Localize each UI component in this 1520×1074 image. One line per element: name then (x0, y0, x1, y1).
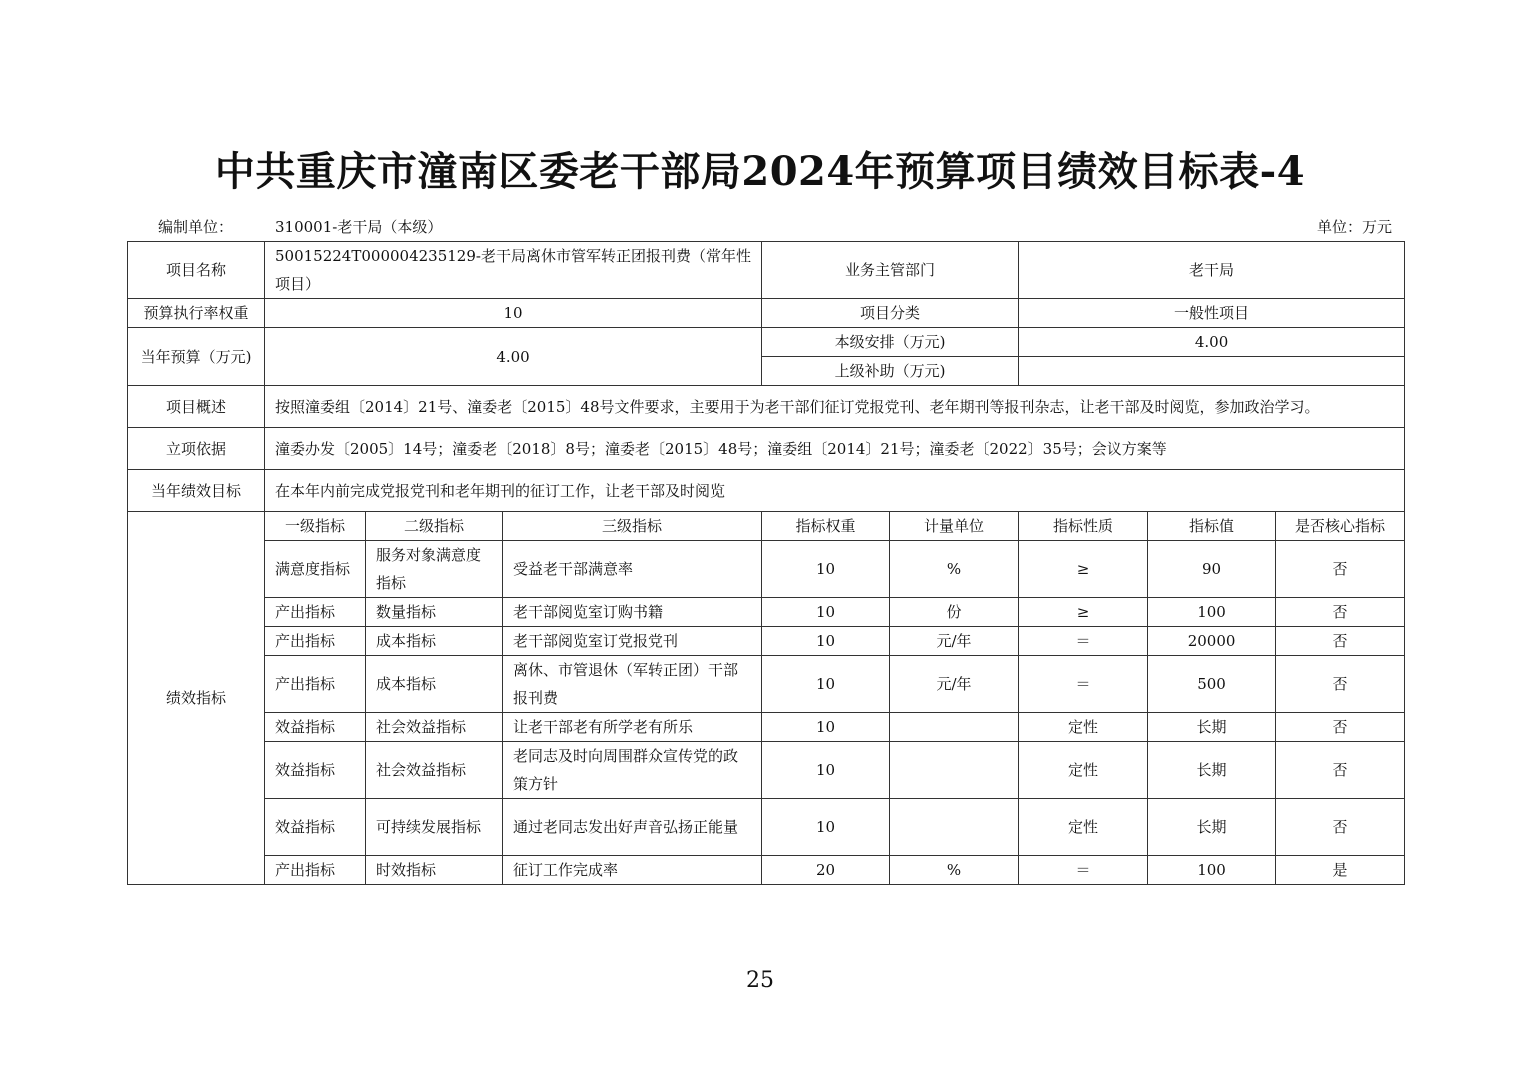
row-budget (128, 328, 1405, 357)
header-cell: 是否核心指标 (1276, 512, 1405, 541)
table-row (128, 598, 1405, 627)
core-cell: 否 (1276, 541, 1405, 598)
project-name-label: 项目名称 (128, 242, 265, 299)
weight-cell: 10 (762, 598, 890, 627)
level3-cell: 受益老干部满意率 (503, 541, 762, 598)
nature-cell: ＝ (1019, 656, 1148, 713)
core-cell: 否 (1276, 742, 1405, 799)
unit-cell (890, 713, 1019, 742)
unit-cell: % (890, 856, 1019, 885)
level1-cell: 效益指标 (265, 713, 366, 742)
core-cell: 否 (1276, 627, 1405, 656)
row-project-name (128, 242, 1405, 299)
nature-cell: ≥ (1019, 598, 1148, 627)
goal-value: 在本年内前完成党报党刊和老年期刊的征订工作，让老干部及时阅览 (265, 470, 1405, 512)
budget-value: 4.00 (265, 328, 762, 386)
weight-cell: 10 (762, 799, 890, 856)
level1-cell: 效益指标 (265, 799, 366, 856)
header-cell: 一级指标 (265, 512, 366, 541)
header-cell: 二级指标 (366, 512, 503, 541)
page-title: 中共重庆市潼南区委老干部局2024年预算项目绩效目标表-4 (214, 148, 1306, 195)
goal-label: 当年绩效目标 (128, 470, 265, 512)
currency-label: 单位：万元 (1316, 218, 1392, 236)
weight-label: 预算执行率权重 (128, 299, 265, 328)
project-name-value: 50015224T000004235129-老干局离休市管军转正团报刊费（常年性项目） (265, 242, 762, 299)
level3-cell: 征订工作完成率 (503, 856, 762, 885)
table-row (128, 541, 1405, 598)
core-cell: 否 (1276, 656, 1405, 713)
table-row (128, 799, 1405, 856)
level2-cell: 数量指标 (366, 598, 503, 627)
core-cell: 否 (1276, 598, 1405, 627)
value-cell: 长期 (1148, 799, 1276, 856)
upper-label: 上级补助（万元) (762, 357, 1019, 386)
dept-value: 老干局 (1019, 242, 1405, 299)
overview-value: 按照潼委组〔2014〕21号、潼委老〔2015〕48号文件要求，主要用于为老干部们征订党报党刊、老年期刊等报刊杂志，让老干部及时阅览，参加政治学习。 (265, 386, 1405, 428)
page-number: 25 (746, 968, 774, 993)
value-cell: 100 (1148, 598, 1276, 627)
level3-cell: 通过老同志发出好声音弘扬正能量 (503, 799, 762, 856)
level1-cell: 产出指标 (265, 656, 366, 713)
unit-cell: 元/年 (890, 656, 1019, 713)
weight-value: 10 (265, 299, 762, 328)
nature-cell: 定性 (1019, 713, 1148, 742)
table-row (128, 656, 1405, 713)
level1-cell: 产出指标 (265, 598, 366, 627)
local-value: 4.00 (1019, 328, 1405, 357)
unit-cell: % (890, 541, 1019, 598)
basis-label: 立项依据 (128, 428, 265, 470)
header-cell: 指标权重 (762, 512, 890, 541)
table-row (128, 627, 1405, 656)
header-cell: 指标值 (1148, 512, 1276, 541)
local-label: 本级安排（万元) (762, 328, 1019, 357)
core-cell: 是 (1276, 856, 1405, 885)
value-cell: 长期 (1148, 713, 1276, 742)
nature-cell: ＝ (1019, 856, 1148, 885)
row-weight (128, 299, 1405, 328)
header-cell: 计量单位 (890, 512, 1019, 541)
level3-cell: 老同志及时向周围群众宣传党的政策方针 (503, 742, 762, 799)
level3-cell: 离休、市管退休（军转正团）干部报刊费 (503, 656, 762, 713)
indicator-header-row (128, 512, 1405, 541)
table-row (128, 713, 1405, 742)
level3-cell: 让老干部老有所学老有所乐 (503, 713, 762, 742)
level2-cell: 可持续发展指标 (366, 799, 503, 856)
level1-cell: 产出指标 (265, 856, 366, 885)
level1-cell: 产出指标 (265, 627, 366, 656)
upper-value (1019, 357, 1405, 386)
budget-label: 当年预算（万元) (128, 328, 265, 386)
performance-table (127, 241, 1405, 885)
nature-cell: ＝ (1019, 627, 1148, 656)
header-cell: 三级指标 (503, 512, 762, 541)
row-goal (128, 470, 1405, 512)
value-cell: 20000 (1148, 627, 1276, 656)
unit-cell: 份 (890, 598, 1019, 627)
indicators-section-label: 绩效指标 (128, 512, 265, 885)
level2-cell: 成本指标 (366, 627, 503, 656)
value-cell: 90 (1148, 541, 1276, 598)
weight-cell: 10 (762, 656, 890, 713)
level2-cell: 服务对象满意度指标 (366, 541, 503, 598)
level3-cell: 老干部阅览室订党报党刊 (503, 627, 762, 656)
level2-cell: 社会效益指标 (366, 713, 503, 742)
unit-cell: 元/年 (890, 627, 1019, 656)
level1-cell: 满意度指标 (265, 541, 366, 598)
nature-cell: ≥ (1019, 541, 1148, 598)
row-overview (128, 386, 1405, 428)
row-basis (128, 428, 1405, 470)
core-cell: 否 (1276, 713, 1405, 742)
table-row (128, 856, 1405, 885)
level1-cell: 效益指标 (265, 742, 366, 799)
value-cell: 长期 (1148, 742, 1276, 799)
table-row (128, 742, 1405, 799)
nature-cell: 定性 (1019, 799, 1148, 856)
weight-cell: 20 (762, 856, 890, 885)
unit-cell (890, 799, 1019, 856)
level2-cell: 成本指标 (366, 656, 503, 713)
basis-value: 潼委办发〔2005〕14号；潼委老〔2018〕8号；潼委老〔2015〕48号；潼委组〔2014〕21号；潼委老〔2022〕35号；会议方案等 (265, 428, 1405, 470)
unit-value: 310001-老干局（本级） (275, 218, 443, 236)
value-cell: 100 (1148, 856, 1276, 885)
level3-cell: 老干部阅览室订购书籍 (503, 598, 762, 627)
unit-label: 编制单位： (158, 218, 234, 236)
overview-label: 项目概述 (128, 386, 265, 428)
core-cell: 否 (1276, 799, 1405, 856)
category-value: 一般性项目 (1019, 299, 1405, 328)
level2-cell: 时效指标 (366, 856, 503, 885)
weight-cell: 10 (762, 541, 890, 598)
unit-cell (890, 742, 1019, 799)
level2-cell: 社会效益指标 (366, 742, 503, 799)
category-label: 项目分类 (762, 299, 1019, 328)
weight-cell: 10 (762, 713, 890, 742)
value-cell: 500 (1148, 656, 1276, 713)
dept-label: 业务主管部门 (762, 242, 1019, 299)
weight-cell: 10 (762, 742, 890, 799)
nature-cell: 定性 (1019, 742, 1148, 799)
header-cell: 指标性质 (1019, 512, 1148, 541)
weight-cell: 10 (762, 627, 890, 656)
